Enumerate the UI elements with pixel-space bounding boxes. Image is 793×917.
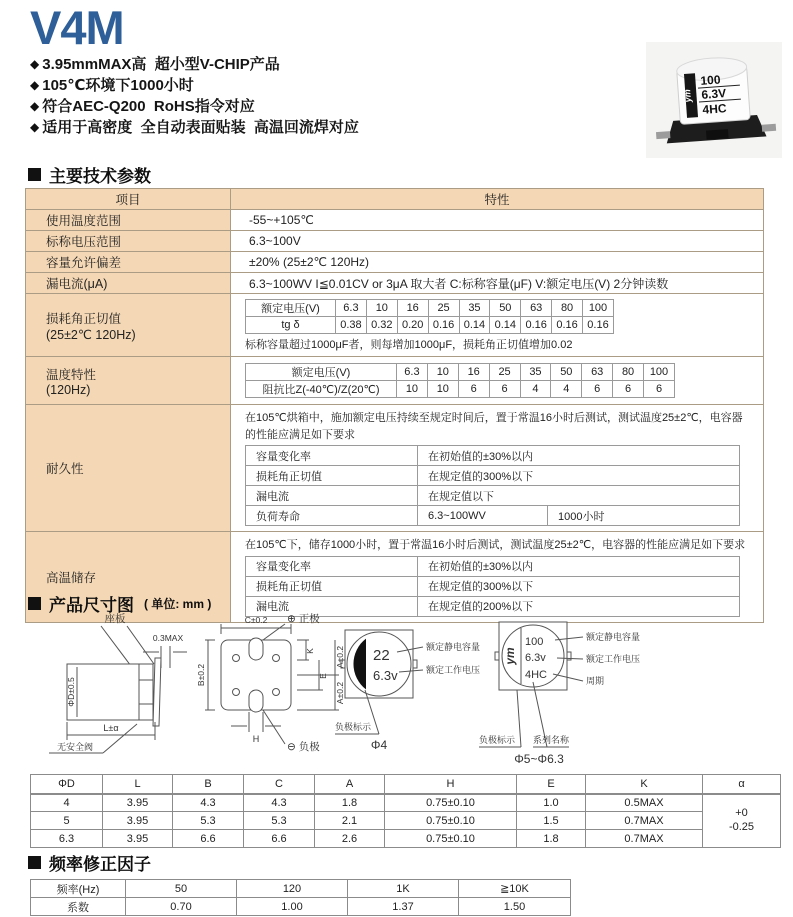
voltage-cell: 16 [397, 300, 428, 317]
dim-header-row [31, 775, 781, 794]
section-title: 产品尺寸图 [49, 596, 134, 615]
voltage-cell: 80 [613, 364, 644, 381]
dim-cell: 2.1 [315, 812, 385, 830]
tan-delta-table [245, 299, 614, 334]
alpha-tolerance-cell [703, 794, 781, 848]
voltage-cell: 6.3 [397, 364, 428, 381]
label-seat-plate: 座板 [104, 613, 126, 625]
impedance-value-cell: 10 [427, 381, 458, 398]
dim-cell: 3.95 [103, 794, 173, 812]
row-label-line2: (120Hz) [46, 382, 91, 397]
voltage-cell: 10 [366, 300, 397, 317]
marking-capacitance: 100 [525, 636, 544, 648]
voltage-cell: 63 [521, 300, 552, 317]
row-label: 高温储存 [26, 532, 231, 623]
row-label: 耐久性 [26, 405, 231, 532]
freq-row-label: 频率(Hz) [31, 880, 126, 898]
dim-cell: 0.7MAX [586, 812, 703, 830]
spec-name: 容量变化率 [246, 556, 418, 576]
label-positive-pole: ⊕ 正极 [287, 613, 320, 625]
voltage-header-cell: 额定电压(V) [246, 364, 397, 381]
row-label: 漏电流(μA) [26, 273, 231, 294]
row-value: 6.3~100V [231, 231, 764, 252]
tech-parameters-table [25, 188, 764, 623]
temp-characteristics-table [245, 363, 675, 398]
dim-header-cell: L [103, 775, 173, 794]
impedance-value-cell: 6 [613, 381, 644, 398]
tg-value-cell: 0.32 [366, 317, 397, 334]
tech-row-operating-temp [26, 210, 764, 231]
dim-row-5 [31, 812, 781, 830]
feature-item [30, 75, 359, 96]
dim-header-cell: α [703, 775, 781, 794]
voltage-cell: 63 [582, 364, 613, 381]
marking-capacitance: 100 [700, 72, 721, 88]
label-negative-pole: ⊖ 负极 [287, 741, 320, 753]
impedance-value-cell: 4 [551, 381, 582, 398]
dim-cell: 0.5MAX [586, 794, 703, 812]
tech-row-leakage-current [26, 273, 764, 294]
col-header-characteristic: 特性 [231, 189, 764, 210]
label-dim-h: H [252, 734, 260, 744]
diamond-bullet-icon: ◆ [30, 99, 40, 113]
marking-series: 4HC [702, 101, 727, 117]
impedance-value-cell: 4 [520, 381, 551, 398]
voltage-header-cell: 额定电压(V) [246, 300, 336, 317]
section-heading-tech [28, 162, 151, 187]
label-rated-capacitance: 额定静电容量 [426, 642, 481, 652]
label-rated-capacitance: 额定静电容量 [586, 632, 641, 642]
label-dim-c: C±0.2 [244, 615, 268, 625]
tg-value-cell: 0.16 [521, 317, 552, 334]
row-label-line1: 损耗角正切值 [46, 311, 122, 326]
voltage-cell: 50 [490, 300, 521, 317]
spec-value: 在规定值的200%以下 [418, 596, 740, 616]
tech-row-temp-characteristics [26, 357, 764, 405]
spec-value-range: 6.3~100WV [418, 506, 548, 526]
dim-header-cell: B [173, 775, 244, 794]
dim-cell: 4.3 [173, 794, 244, 812]
voltage-cell: 6.3 [336, 300, 367, 317]
tg-value-cell: 0.14 [490, 317, 521, 334]
dim-header-cell: E [517, 775, 586, 794]
alpha-line2: -0.25 [728, 820, 755, 833]
coef-row [31, 898, 571, 916]
voltage-cell: 16 [458, 364, 489, 381]
freq-value-cell: ≧10K [459, 880, 571, 898]
row-value: 6.3~100WV I≦0.01CV or 3μA 取大者 C:标称容量(μF) V:额定电压(V) 2分钟读数 [231, 273, 764, 294]
feature-list [30, 54, 359, 138]
label-top-gap: 0.3MAX [152, 633, 184, 643]
dim-cell: 5 [31, 812, 103, 830]
feature-item [30, 54, 359, 75]
marking-capacitance: 22 [373, 647, 390, 664]
spec-value: 在规定值以下 [418, 486, 740, 506]
spec-value-hours: 1000小时 [548, 506, 740, 526]
spec-value: 在初始值的±30%以内 [418, 556, 740, 576]
label-period: 周期 [586, 676, 605, 686]
coef-row-label: 系数 [31, 898, 126, 916]
product-title: V4M [30, 1, 124, 54]
freq-value-cell: 50 [126, 880, 237, 898]
spec-name: 损耗角正切值 [246, 466, 418, 486]
tg-label-cell: tg δ [246, 317, 336, 334]
brand-mark: ym [682, 88, 693, 103]
dim-cell: 1.5 [517, 812, 586, 830]
spec-value: 在规定值的300%以下 [418, 466, 740, 486]
spec-name: 负荷寿命 [246, 506, 418, 526]
tg-value-cell: 0.20 [397, 317, 428, 334]
alpha-line1: +0 [735, 807, 748, 819]
section-marker-icon [28, 168, 41, 181]
tg-value-cell: 0.38 [336, 317, 367, 334]
row-label [26, 294, 231, 357]
label-dim-b: B±0.2 [196, 663, 206, 687]
dim-row-4 [31, 794, 781, 812]
marking-voltage: 6.3V [700, 86, 727, 102]
row-label-line2: (25±2℃ 120Hz) [46, 327, 136, 342]
spec-name: 漏电流 [246, 486, 418, 506]
phi4-marking-drawing [327, 618, 502, 753]
dim-cell: 6.3 [31, 830, 103, 848]
marking-voltage: 6.3v [373, 668, 398, 683]
dim-cell: 4.3 [244, 794, 315, 812]
row-label [26, 357, 231, 405]
dim-header-cell: ΦD [31, 775, 103, 794]
feature-text: 3.95mmMAX高 超小型V-CHIP产品 [42, 56, 280, 73]
freq-row [31, 880, 571, 898]
voltage-cell: 25 [489, 364, 520, 381]
dim-cell: 6.6 [244, 830, 315, 848]
dim-header-cell: A [315, 775, 385, 794]
diamond-bullet-icon: ◆ [30, 120, 40, 134]
dim-cell: 6.6 [173, 830, 244, 848]
dim-cell: 0.75±0.10 [385, 830, 517, 848]
capacitor-illustration [646, 42, 782, 158]
dimension-drawings [25, 606, 785, 776]
phi63-marking-drawing [477, 612, 667, 767]
capacitor-lead-right [762, 124, 776, 132]
freq-value-cell: 1K [348, 880, 459, 898]
impedance-value-cell: 6 [489, 381, 520, 398]
brand-mark: ym [503, 647, 517, 665]
dim-header-cell: C [244, 775, 315, 794]
label-negative-mark: 负极标示 [335, 722, 372, 732]
section-title: 频率修正因子 [49, 855, 151, 874]
feature-item [30, 117, 359, 138]
label-diameter: ΦD±0.5 [66, 677, 76, 707]
spec-name: 容量变化率 [246, 446, 418, 466]
dim-header-cell: K [586, 775, 703, 794]
coef-value-cell: 1.37 [348, 898, 459, 916]
endurance-intro: 在105℃烘箱中，施加额定电压持续至规定时间后，置于常温16小时后测试，测试温度25±2℃，电容器的性能应满足如下要求 [245, 412, 743, 441]
tg-value-cell: 0.16 [428, 317, 459, 334]
dim-cell: 3.95 [103, 830, 173, 848]
tan-delta-note: 标称容量超过1000μF者，则每增加1000μF，损耗角正切值增加0.02 [245, 339, 573, 351]
tech-header-row [26, 189, 764, 210]
tech-row-rated-voltage-range [26, 231, 764, 252]
caption-phi63: Φ5~Φ6.3 [514, 752, 564, 766]
coef-value-cell: 0.70 [126, 898, 237, 916]
dim-cell: 1.8 [517, 830, 586, 848]
feature-item [30, 96, 359, 117]
section-marker-icon [28, 856, 41, 869]
dim-cell: 4 [31, 794, 103, 812]
marking-voltage: 6.3v [525, 652, 546, 664]
label-dim-e: E [318, 673, 328, 679]
freq-value-cell: 120 [237, 880, 348, 898]
label-length: L±α [103, 723, 119, 733]
row-label-line1: 温度特性 [46, 367, 97, 382]
capacitor-lead-left [656, 131, 670, 139]
col-header-item: 项目 [26, 189, 231, 210]
label-rated-voltage: 额定工作电压 [426, 665, 481, 675]
dim-cell: 2.6 [315, 830, 385, 848]
voltage-cell: 100 [644, 364, 675, 381]
side-view-drawing [37, 606, 212, 758]
spec-name: 损耗角正切值 [246, 576, 418, 596]
feature-text: 适用于高密度 全自动表面贴装 高温回流焊对应 [42, 119, 359, 136]
voltage-cell: 10 [427, 364, 458, 381]
tg-value-cell: 0.16 [552, 317, 583, 334]
label-dim-a-top: A±0.2 [335, 645, 345, 669]
dim-header-cell: H [385, 775, 517, 794]
dim-cell: 3.95 [103, 812, 173, 830]
dim-cell: 0.75±0.10 [385, 812, 517, 830]
label-negative-mark: 负极标示 [479, 735, 516, 745]
marking-series: 4HC [525, 669, 548, 681]
feature-text: 符合AEC-Q200 RoHS指令对应 [42, 98, 255, 115]
voltage-cell: 25 [428, 300, 459, 317]
label-series-name: 系列名称 [533, 735, 570, 745]
diamond-bullet-icon: ◆ [30, 57, 40, 71]
row-value: ±20% (25±2℃ 120Hz) [231, 252, 764, 273]
coef-value-cell: 1.50 [459, 898, 571, 916]
diamond-bullet-icon: ◆ [30, 78, 40, 92]
storage-intro: 在105℃下，储存1000小时，置于常温16小时后测试，测试温度25±2℃，电容器的性能应满足如下要求 [245, 539, 746, 551]
impedance-value-cell: 10 [397, 381, 428, 398]
tg-value-cell: 0.16 [583, 317, 614, 334]
unit-note: ( 单位: mm ) [144, 597, 212, 611]
feature-text: 105℃环境下1000小时 [42, 77, 194, 94]
voltage-cell: 100 [583, 300, 614, 317]
voltage-cell: 35 [520, 364, 551, 381]
section-title: 主要技术参数 [49, 167, 151, 186]
label-dim-a-bottom: A±0.2 [335, 681, 345, 705]
row-label: 标称电压范围 [26, 231, 231, 252]
dim-cell: 1.0 [517, 794, 586, 812]
impedance-value-cell: 6 [582, 381, 613, 398]
dimension-table [30, 774, 781, 848]
voltage-cell: 80 [552, 300, 583, 317]
dim-cell: 5.3 [244, 812, 315, 830]
coef-value-cell: 1.00 [237, 898, 348, 916]
impedance-value-cell: 6 [644, 381, 675, 398]
frequency-factor-table [30, 879, 571, 916]
tech-row-endurance [26, 405, 764, 532]
dim-row-63 [31, 830, 781, 848]
label-dim-k: K [305, 648, 315, 654]
tg-value-cell: 0.14 [459, 317, 490, 334]
caption-phi4: Φ4 [370, 738, 388, 752]
voltage-cell: 35 [459, 300, 490, 317]
dim-cell: 0.7MAX [586, 830, 703, 848]
row-label: 容量允许偏差 [26, 252, 231, 273]
section-heading-frequency [28, 850, 151, 875]
impedance-value-cell: 6 [458, 381, 489, 398]
capacitor-base-notch [706, 129, 729, 140]
voltage-cell: 50 [551, 364, 582, 381]
dim-cell: 0.75±0.10 [385, 794, 517, 812]
capacitor-photo [646, 42, 782, 158]
tech-row-tan-delta [26, 294, 764, 357]
spec-value: 在初始值的±30%以内 [418, 446, 740, 466]
impedance-label-cell: 阻抗比Z(-40℃)/Z(20℃) [246, 381, 397, 398]
tech-row-capacitance-tolerance [26, 252, 764, 273]
label-no-safety-valve: 无安全阀 [56, 742, 94, 752]
label-rated-voltage: 额定工作电压 [586, 654, 641, 664]
spec-value: 在规定值的300%以下 [418, 576, 740, 596]
dim-cell: 1.8 [315, 794, 385, 812]
spec-name: 漏电流 [246, 596, 418, 616]
dim-cell: 5.3 [173, 812, 244, 830]
endurance-spec-table [245, 445, 740, 526]
row-value: -55~+105℃ [231, 210, 764, 231]
row-label: 使用温度范围 [26, 210, 231, 231]
